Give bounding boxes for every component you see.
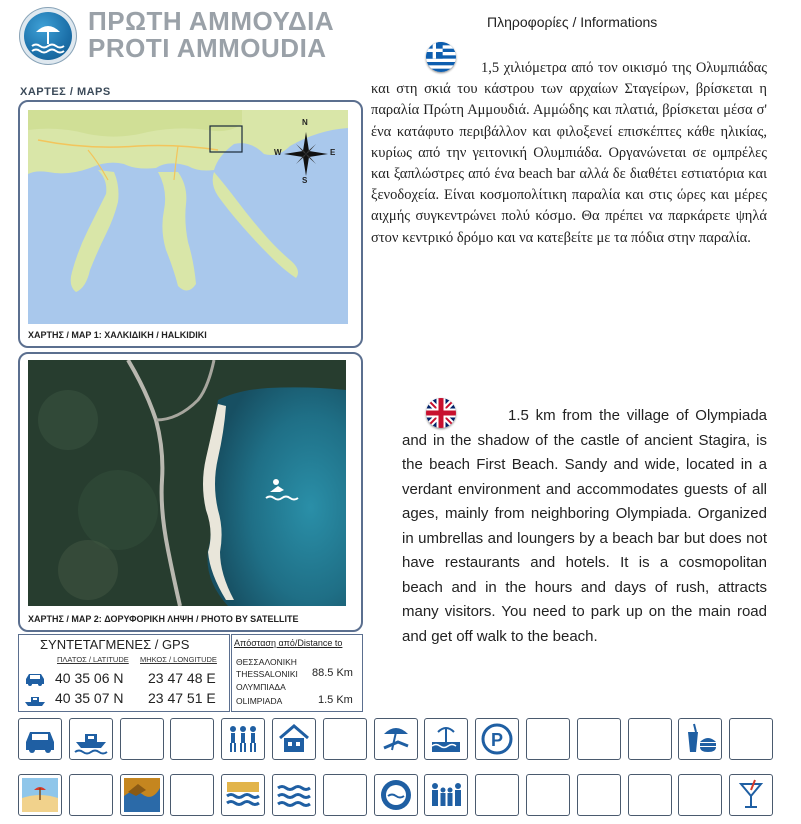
satellite-photo[interactable] [28, 360, 346, 606]
family-tile[interactable] [424, 774, 468, 816]
sand-waves-icon [222, 778, 264, 812]
boat-latitude: 40 35 07 N [55, 690, 124, 706]
hotel-tile[interactable] [272, 718, 316, 760]
waves-icon [273, 778, 315, 812]
cocktail-icon [730, 778, 772, 812]
empty-tile[interactable] [678, 774, 722, 816]
empty-tile[interactable] [577, 774, 621, 816]
car-icon [23, 671, 47, 687]
blue-flag-tile[interactable] [374, 774, 418, 816]
sunbed-tile[interactable] [374, 718, 418, 760]
sandy-beach-icon [19, 778, 61, 812]
empty-tile[interactable] [475, 774, 519, 816]
svg-text:P: P [491, 730, 504, 750]
rocky-coast-icon [121, 778, 163, 812]
waves-tile[interactable] [272, 774, 316, 816]
thessaloniki-distance: 88.5 Km [312, 667, 353, 679]
title-latin: PROTI AMMOUDIA [88, 33, 327, 63]
compass-north: N [302, 118, 308, 127]
compass-west: W [274, 148, 282, 157]
boat-tile[interactable] [69, 718, 113, 760]
olympiada-distance: 1.5 Km [318, 694, 353, 706]
map1-caption: ΧΑΡΤΗΣ / MAP 1: ΧΑΛΚΙΔΙΚΗ / HALKIDIKI [28, 330, 207, 340]
greek-description [371, 58, 767, 249]
car-tile[interactable] [18, 718, 62, 760]
beach-bar-icon [425, 722, 467, 756]
halkidiki-map[interactable] [28, 110, 348, 324]
sand-waves-tile[interactable] [221, 774, 265, 816]
latitude-header: ΠΛΑΤΟΣ / LATITUDE [57, 655, 129, 664]
parking-icon [476, 722, 518, 756]
fast-food-icon [679, 722, 721, 756]
info-heading: Πληροφορίες / Informations [487, 14, 658, 30]
car-latitude: 40 35 06 N [55, 670, 124, 686]
greek-description-text: 1,5 χιλιόμετρα από τον οικισμό της Ολυμπιάδας και στη σκιά του κάστρου των αρχαίων Σταγείρων, βρίσκεται η παραλία Πρώτη Αμμουδιά. Αμμώδης και πλατιά, βρίσκεται μέσα σ' ένα κατάφυτο περιβάλλον και φιλοξενεί επισκέπτες κάθε ηλικίας, κυρίως από την γειτονική Ολυμπιάδα. Οργανώνεται σε ομπρέλες και ξαπλώστρες από ένα beach bar αλλά δε διαθέτει εστιατόρια και ξενοδοχεία. Είναι κοσμοπολίτικη παραλία και στις ώρες και μέρες αιχμής συγκεντρώνει πολύ κόσμο. Θα πρέπει να παρκάρετε ψηλά στον κεντρικό δρόμο και να κατεβείτε με τα πόδια στην παραλία. [371, 60, 767, 246]
fast-food-tile[interactable] [678, 718, 722, 760]
distance-title: Απόσταση από/Distance to [234, 638, 343, 648]
map2-caption: ΧΑΡΤΗΣ / MAP 2: ΔΟΡΥΦΟΡΙΚΗ ΛΗΨΗ / PHOTO BY SATELLITE [28, 614, 299, 624]
empty-tile[interactable] [628, 718, 672, 760]
empty-tile[interactable] [170, 718, 214, 760]
title-greek: ΠΡΩΤΗ ΑΜΜΟΥΔΙΑ [88, 6, 335, 36]
hotel-icon [273, 722, 315, 756]
sandy-beach-tile[interactable] [18, 774, 62, 816]
car-longitude: 23 47 48 E [148, 670, 216, 686]
olympiada-latin: OLIMPIADA [236, 696, 283, 706]
empty-tile[interactable] [577, 718, 621, 760]
empty-tile[interactable] [323, 774, 367, 816]
compass-south: S [302, 176, 308, 185]
beach-logo-icon [20, 8, 76, 64]
english-description [402, 404, 767, 649]
hiking-icon [222, 722, 264, 756]
hiking-tile[interactable] [221, 718, 265, 760]
sunbed-icon [375, 722, 417, 756]
boat-icon [70, 722, 112, 756]
car-icon [19, 722, 61, 756]
cocktail-tile[interactable] [729, 774, 773, 816]
olympiada-greek: ΟΛΥΜΠΙΑΔΑ [236, 682, 286, 692]
thessaloniki-greek: ΘΕΣΣΑΛΟΝΙΚΗ [236, 657, 297, 667]
thessaloniki-latin: THESSALONIKI [236, 669, 298, 679]
compass-east: E [330, 148, 336, 157]
empty-tile[interactable] [323, 718, 367, 760]
empty-tile[interactable] [120, 718, 164, 760]
gps-title: ΣΥΝΤΕΤΑΓΜΕΝΕΣ / GPS [40, 637, 190, 652]
empty-tile[interactable] [526, 718, 570, 760]
empty-tile[interactable] [170, 774, 214, 816]
maps-label: ΧΑΡΤΕΣ / MAPS [20, 86, 111, 98]
empty-tile[interactable] [69, 774, 113, 816]
blue-flag-icon [375, 778, 417, 812]
rocky-coast-tile[interactable] [120, 774, 164, 816]
family-icon [425, 778, 467, 812]
empty-tile[interactable] [526, 774, 570, 816]
longitude-header: ΜΗΚΟΣ / LONGITUDE [140, 655, 217, 664]
boat-icon [23, 692, 47, 708]
empty-tile[interactable] [729, 718, 773, 760]
empty-tile[interactable] [628, 774, 672, 816]
parking-tile[interactable] [475, 718, 519, 760]
beach-bar-tile[interactable] [424, 718, 468, 760]
boat-longitude: 23 47 51 E [148, 690, 216, 706]
english-description-text: 1.5 km from the village of Olympiada and in the shadow of the castle of ancient Stagira, is the beach First Beach. Sandy and wide, located in a verdant environment and accommodates guests of all ages, mainly from neighboring Olympiada. Organized in umbrellas and loungers by a beach bar but does not have restaurants and hotels. It is a cosmopolitan beach and in the hours and days of rush, attracts many visitors. You need to park up on the main road and get off walk to the beach. [402, 407, 767, 645]
